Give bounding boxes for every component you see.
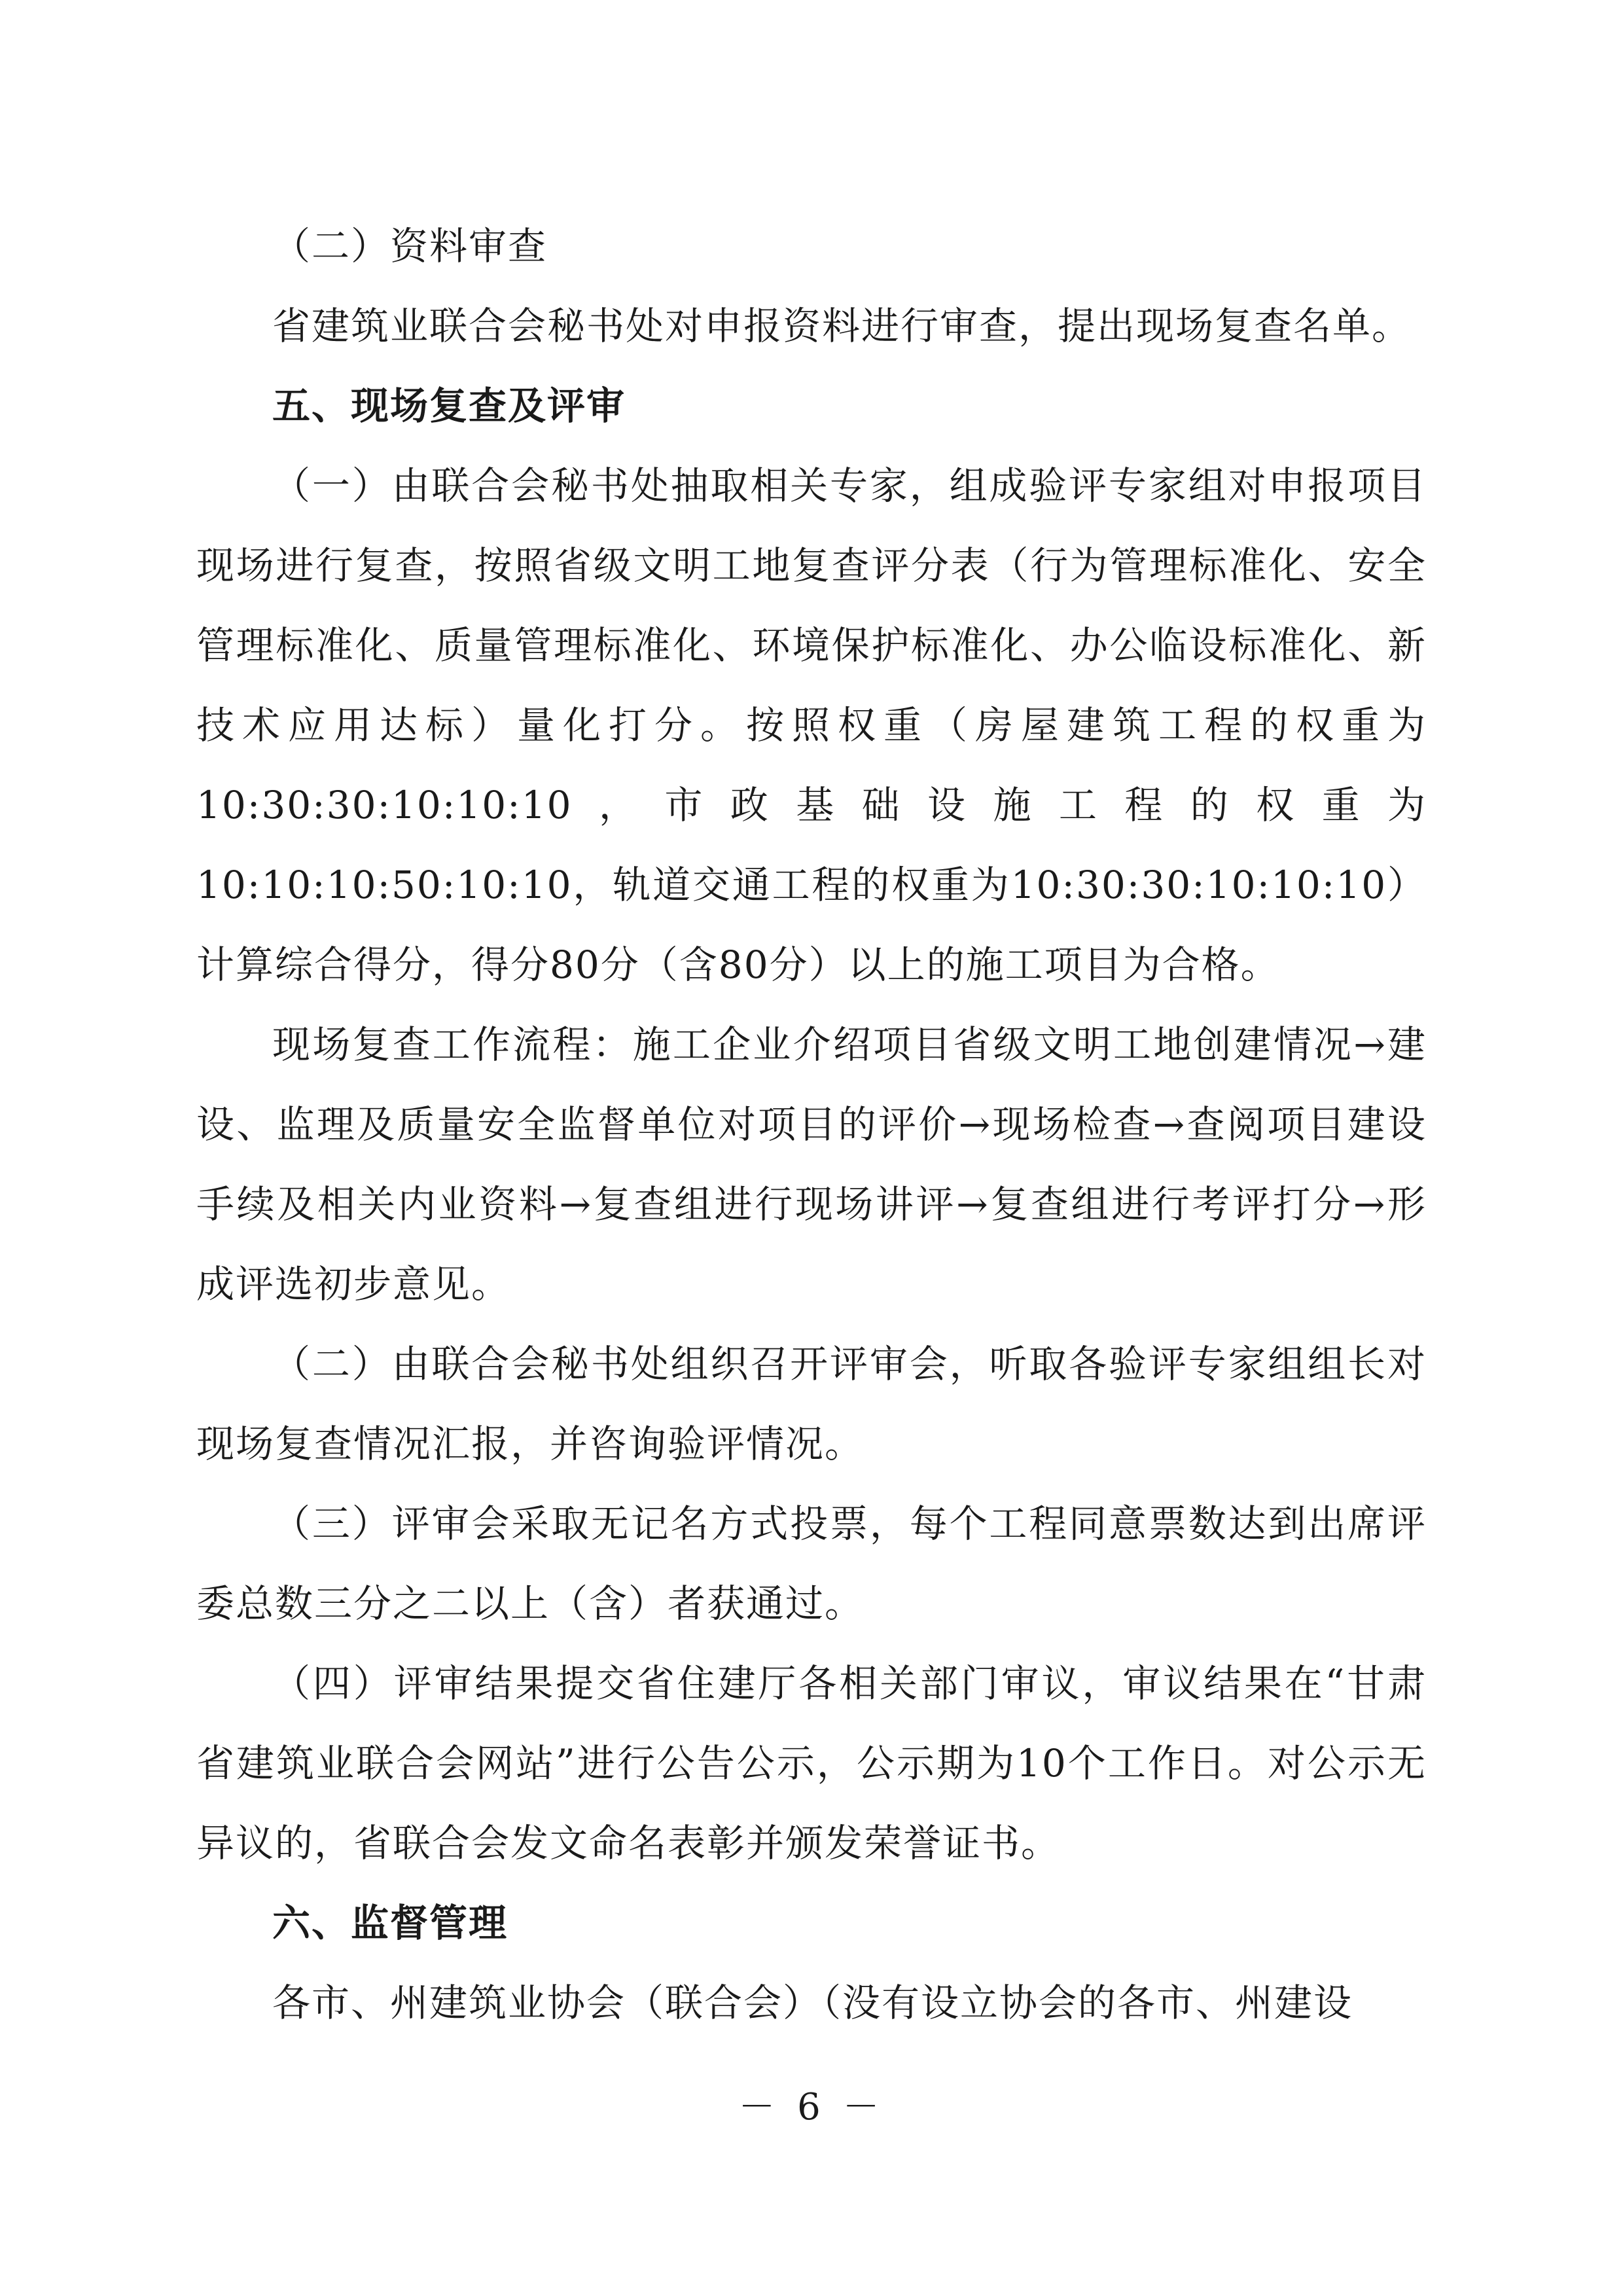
page-number: － 6 － (738, 2086, 885, 2128)
document-body (196, 206, 1427, 2043)
paragraph-materials-review: 省建筑业联合会秘书处对申报资料进行审查，提出现场复查名单。 (272, 304, 1412, 348)
paragraph-onsite-review-4: （四）评审结果提交省住建厅各相关部门审议，审议结果在“甘肃省建筑业联合会网站”进行公告公示，公示期为10个工作日。对公示无异议的，省联合会发文命名表彰并颁发荣誉证书。 (196, 1661, 1427, 1865)
section-heading-supervision: 六、监督管理 (272, 1901, 508, 1945)
section-subheading-materials-review: （二）资料审查 (272, 224, 548, 268)
paragraph-review-workflow: 现场复查工作流程：施工企业介绍项目省级文明工地创建情况→建设、监理及质量安全监督单位对项目的评价→现场检查→查阅项目建设手续及相关内业资料→复查组进行现场讲评→复查组进行考评打分→形成评选初步意见。 (196, 1022, 1427, 1306)
section-heading-onsite-review: 五、现场复查及评审 (272, 384, 626, 428)
paragraph-supervision: 各市、州建筑业协会（联合会）（没有设立协会的各市、州建设 (272, 1981, 1353, 2025)
paragraph-onsite-review-3: （三）评审会采取无记名方式投票，每个工程同意票数达到出席评委总数三分之二以上（含）者获通过。 (196, 1501, 1427, 1626)
paragraph-onsite-review-2: （二）由联合会秘书处组织召开评审会，听取各验评专家组组长对现场复查情况汇报，并咨询验评情况。 (196, 1342, 1427, 1466)
paragraph-onsite-review-1: （一）由联合会秘书处抽取相关专家，组成验评专家组对申报项目现场进行复查，按照省级文明工地复查评分表（行为管理标准化、安全管理标准化、质量管理标准化、环境保护标准化、办公临设标准化、新技术应用达标）量化打分。按照权重（房屋建筑工程的权重为10:30:30:10:10:10，市政基础设施工程的权重为10:10:10:50:10:10，轨道交通工程的权重为10:30:30:10:10:10）计算综合得分，得分80分（含80分）以上的施工项目为合格。 (196, 463, 1427, 987)
